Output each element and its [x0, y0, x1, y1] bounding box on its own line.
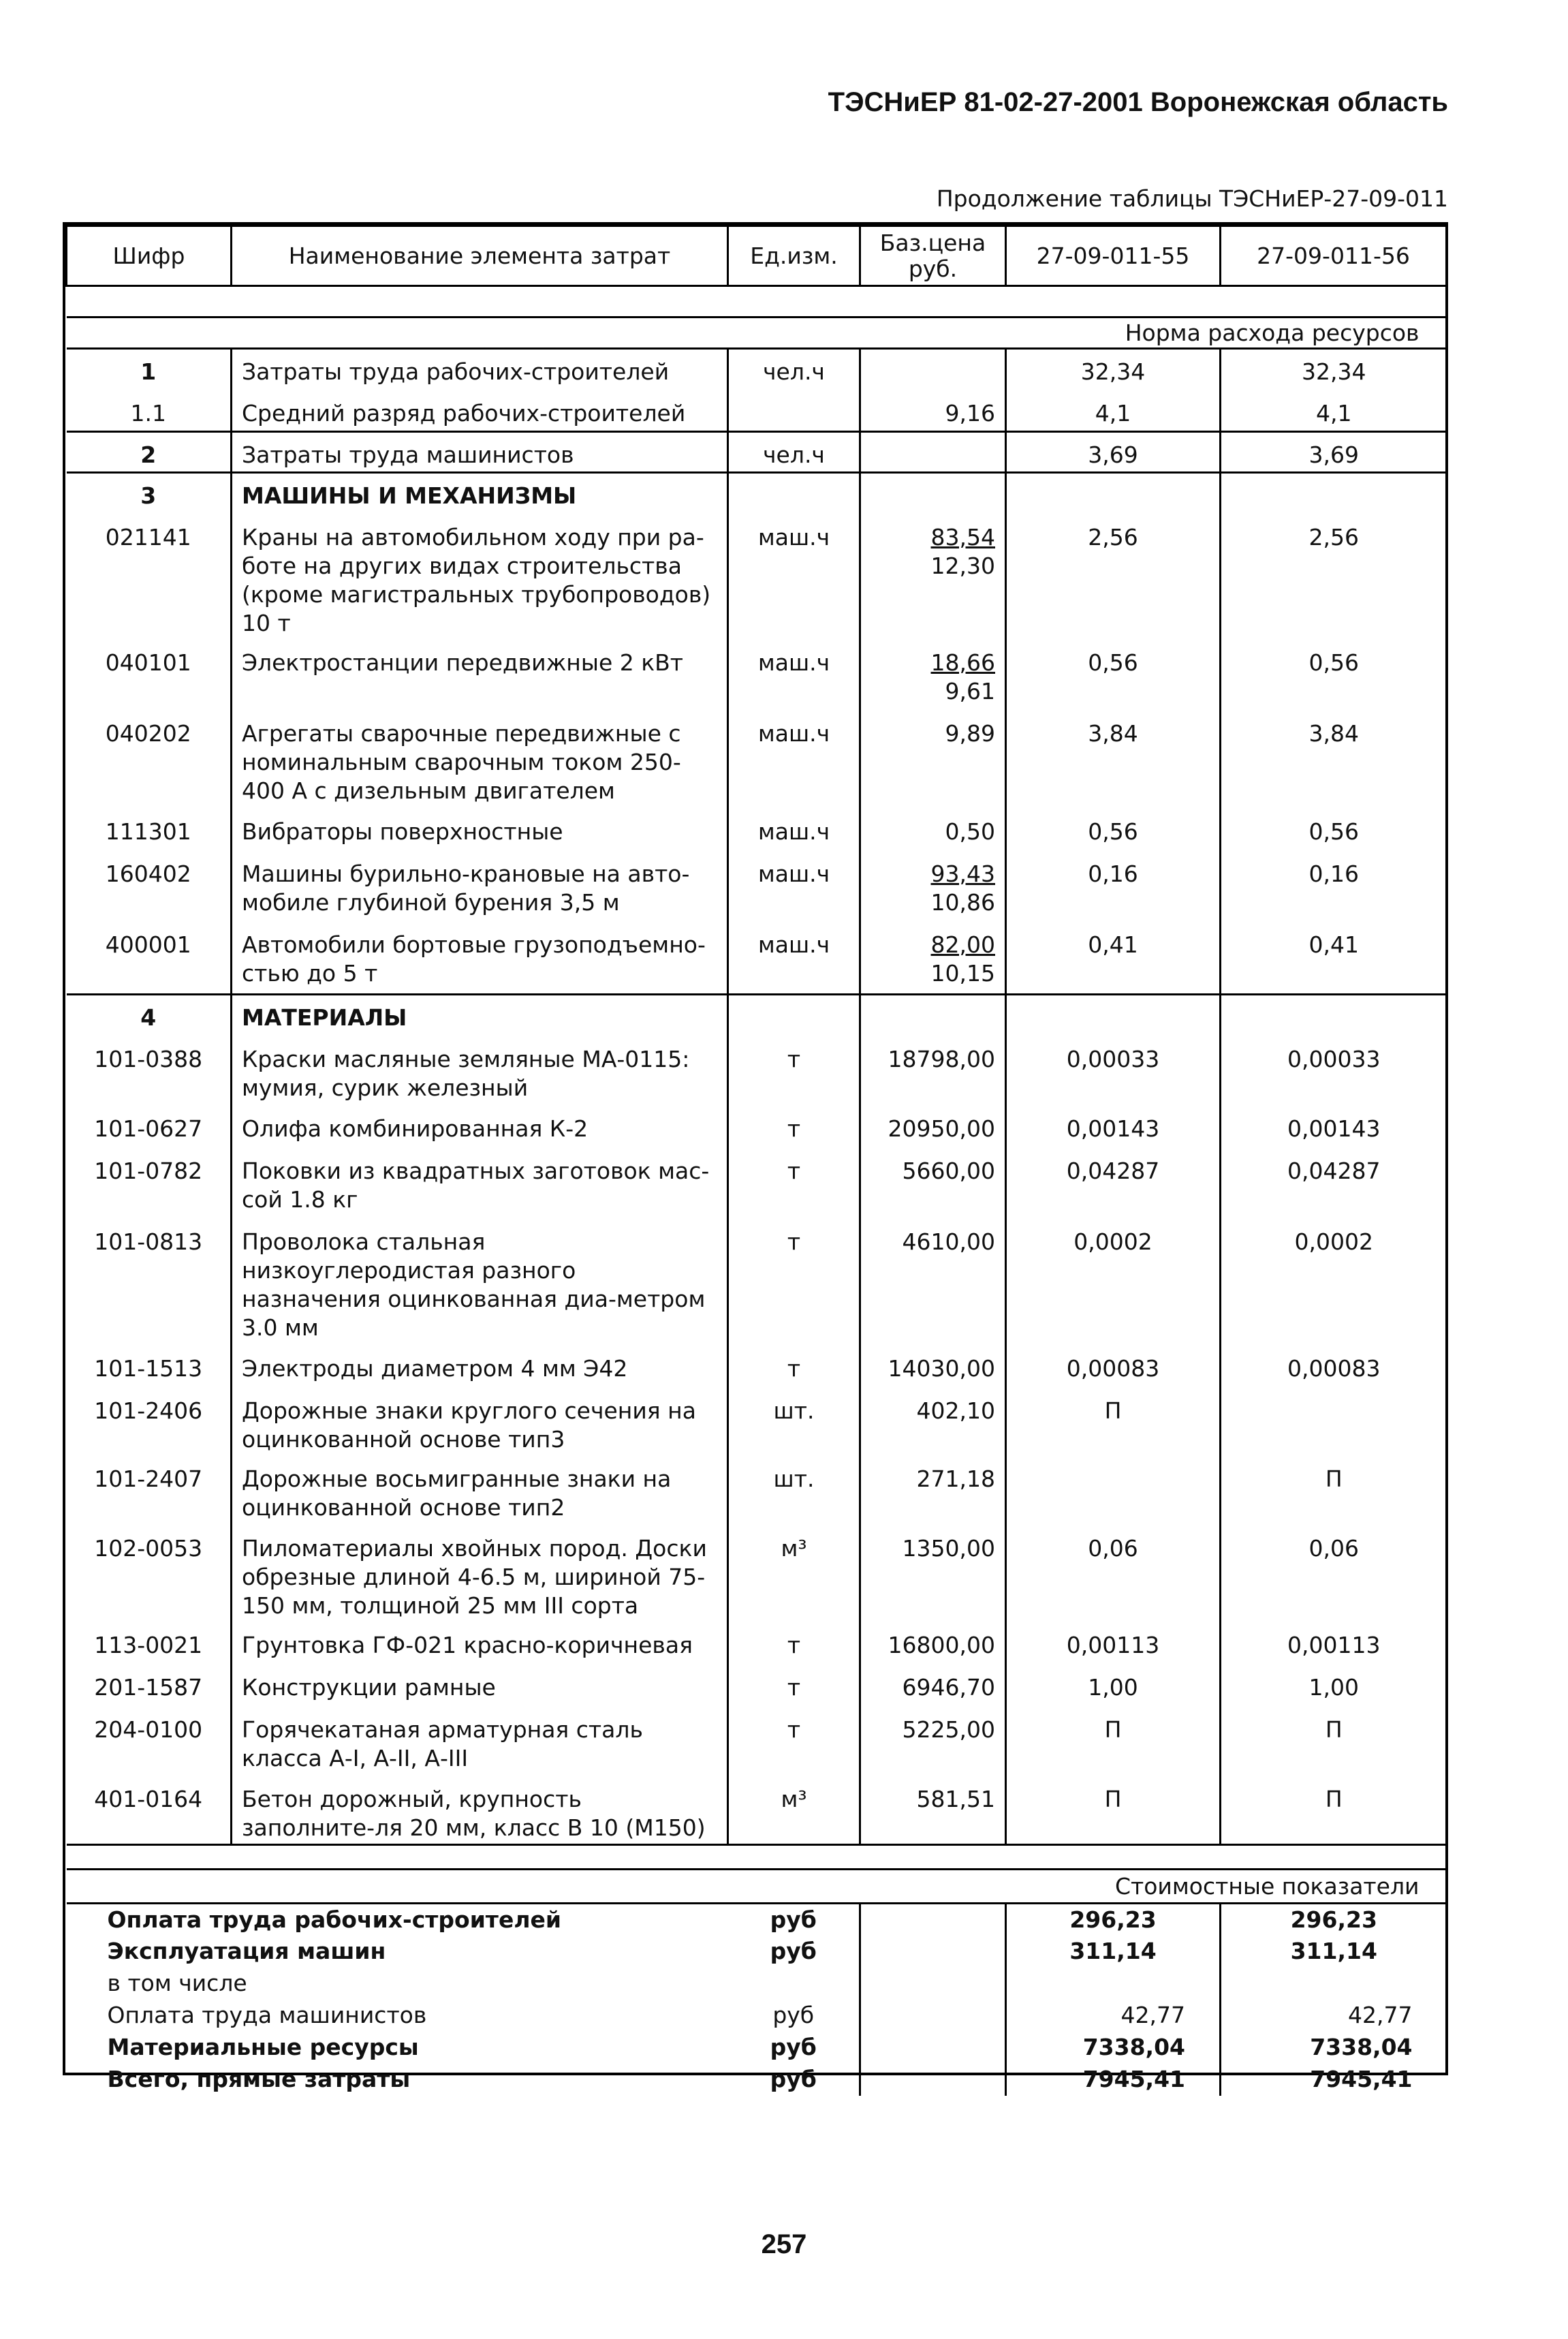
norm-label: Норма расхода ресурсов — [67, 317, 1447, 349]
table-row: 1 Затраты труда рабочих-строителей чел.ч 32,34 32,34 — [67, 349, 1447, 391]
header-code: Шифр — [67, 226, 232, 286]
table-row: 021141 Краны на автомобильном ходу при ра-боте на других видах строительства (кроме магистральных трубопроводов) 10 т маш.ч 83,54 12,30 2,56 2,56 — [67, 515, 1447, 640]
resource-norms-table — [63, 222, 1448, 2092]
table-continuation-caption: Продолжение таблицы ТЭСНиЕР-27-09-011 — [936, 185, 1448, 212]
table-row: 040202 Агрегаты сварочные передвижные с номинальным сварочным током 250-400 А с дизельным двигателем маш.ч 9,89 3,84 3,84 — [67, 711, 1447, 809]
table-row: 040101 Электростанции передвижные 2 кВт маш.ч 18,66 9,61 0,56 0,56 — [67, 640, 1447, 711]
table-row: 101-1513 Электроды диаметром 4 мм Э42 т 14030,00 0,00083 0,00083 — [67, 1346, 1447, 1389]
table-row: 101-2407 Дорожные восьмигранные знаки на оцинкованной основе тип2 шт. 271,18 П — [67, 1457, 1447, 1526]
table-row: 101-2406 Дорожные знаки круглого сечения на оцинкованной основе тип3 шт. 402,10 П — [67, 1389, 1447, 1457]
table-row: 111301 Вибраторы поверхностные маш.ч 0,50 0,56 0,56 — [67, 809, 1447, 852]
table-header-row — [67, 226, 1447, 286]
table-row: 102-0053 Пиломатериалы хвойных пород. Доски обрезные длиной 4-6.5 м, шириной 75-150 мм, толщиной 25 мм III сорта м³ 1350,00 0,06 0,06 — [67, 1526, 1447, 1623]
table-row: 101-0388 Краски масляные земляные МА-0115: мумия, сурик железный т 18798,00 0,00033 0,00033 — [67, 1037, 1447, 1106]
table-row: 204-0100 Горячекатаная арматурная сталь класса А-I, А-II, А-III т 5225,00 П П — [67, 1707, 1447, 1777]
page-number: 257 — [761, 2229, 807, 2259]
total-row: Оплата труда машинистов руб 42,77 42,77 — [67, 2000, 1447, 2032]
table-row: 101-0813 Проволока стальная низкоуглеродистая разного назначения оцинкованная диа-метром 3.0 мм т 4610,00 0,0002 0,0002 — [67, 1220, 1447, 1346]
table-row: 2 Затраты труда машинистов чел.ч 3,69 3,69 — [67, 432, 1447, 473]
total-row: Материальные ресурсы руб 7338,04 7338,04 — [67, 2032, 1447, 2064]
header-base-price: Баз.цена руб. — [860, 226, 1006, 286]
table-row: 401-0164 Бетон дорожный, крупность заполните-ля 20 мм, класс В 10 (М150) м³ 581,51 П П — [67, 1777, 1447, 1845]
table-row: 400001 Автомобили бортовые грузоподъемно-стью до 5 т маш.ч 82,00 10,15 0,41 0,41 — [67, 923, 1447, 995]
table-row: 201-1587 Конструкции рамные т 6946,70 1,00 1,00 — [67, 1665, 1447, 1707]
total-row: Оплата труда рабочих-строителей руб 296,23 296,23 — [67, 1904, 1447, 1936]
total-row: в том числе — [67, 1968, 1447, 2000]
section-row-materials: 4 МАТЕРИАЛЫ — [67, 995, 1447, 1037]
header-name: Наименование элемента затрат — [232, 226, 728, 286]
cost-label-row — [67, 1870, 1447, 1904]
norm-label-row — [67, 317, 1447, 349]
table-row: 160402 Машины бурильно-крановые на авто-мобиле глубиной бурения 3,5 м маш.ч 93,43 10,86 0,16 0,16 — [67, 852, 1447, 923]
total-row: Всего, прямые затраты руб 7945,41 7945,41 — [67, 2064, 1447, 2096]
table-row: 113-0021 Грунтовка ГФ-021 красно-коричневая т 16800,00 0,00113 0,00113 — [67, 1623, 1447, 1665]
cost-label: Стоимостные показатели — [67, 1870, 1447, 1904]
table-row: 1.1 Средний разряд рабочих-строителей 9,16 4,1 4,1 — [67, 391, 1447, 432]
document-title: ТЭСНиЕР 81-02-27-2001 Воронежская область — [828, 87, 1448, 117]
table-row: 101-0627 Олифа комбинированная К-2 т 20950,00 0,00143 0,00143 — [67, 1106, 1447, 1149]
header-col-55: 27-09-011-55 — [1006, 226, 1221, 286]
section-row-machines: 3 МАШИНЫ И МЕХАНИЗМЫ — [67, 473, 1447, 515]
table-row: 101-0782 Поковки из квадратных заготовок мас-сой 1.8 кг т 5660,00 0,04287 0,04287 — [67, 1149, 1447, 1220]
header-unit: Ед.изм. — [728, 226, 860, 286]
total-row: Эксплуатация машин руб 311,14 311,14 — [67, 1936, 1447, 1968]
header-col-56: 27-09-011-56 — [1221, 226, 1447, 286]
